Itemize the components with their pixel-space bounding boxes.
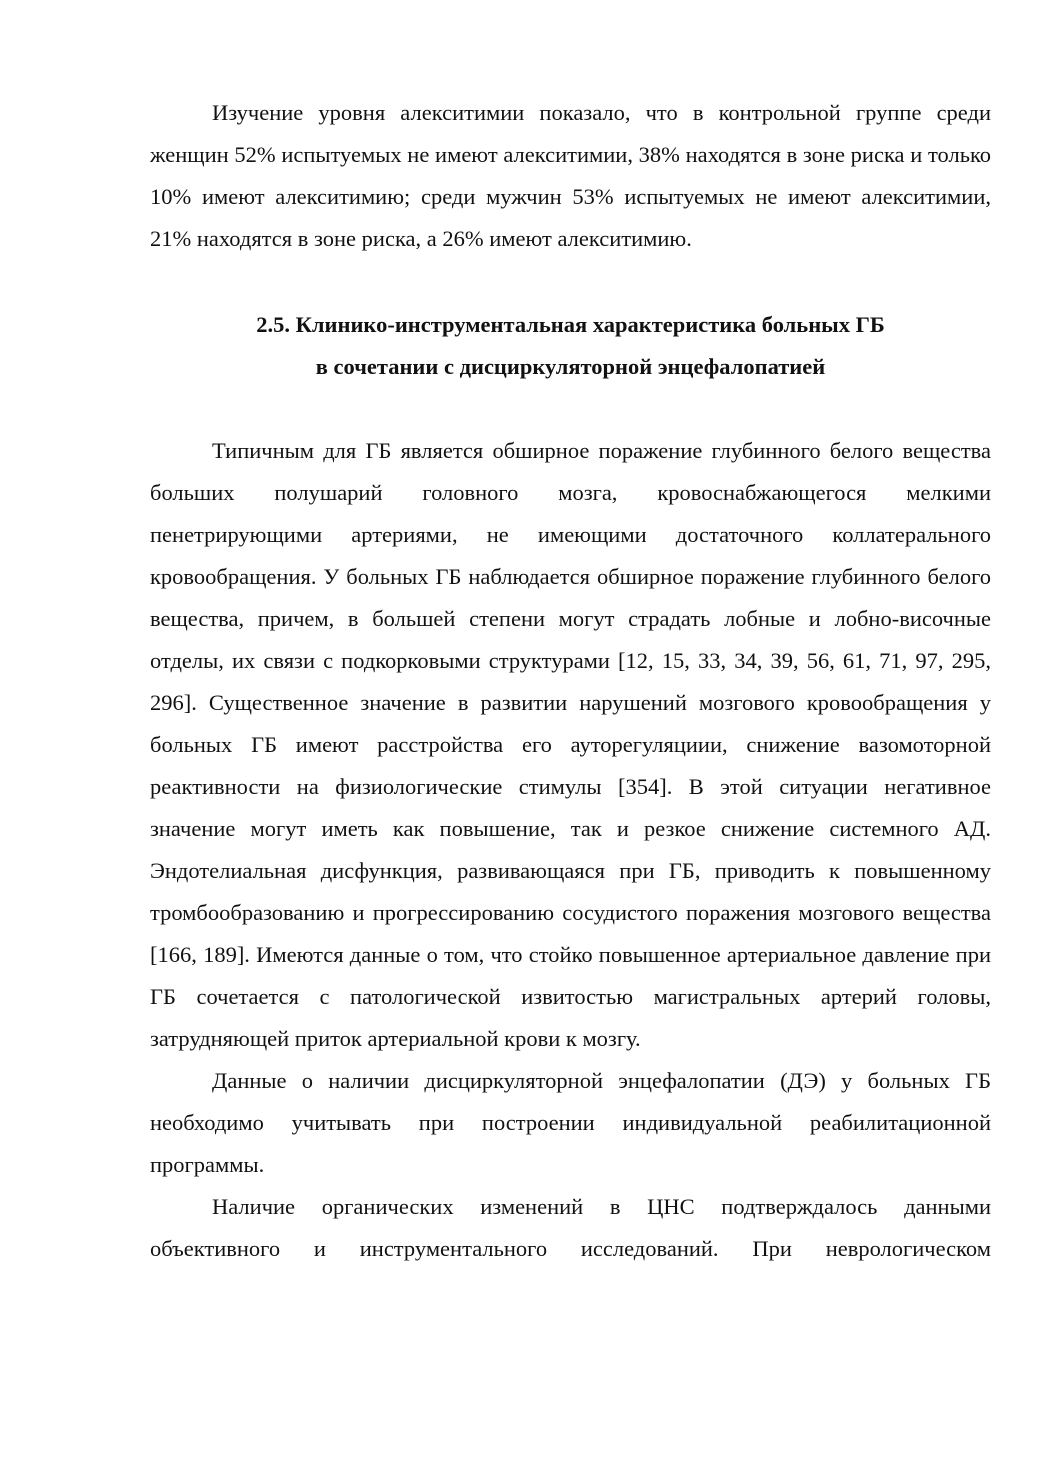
section-heading-line-2: в сочетании с дисциркуляторной энцефалопатией (315, 354, 826, 379)
intro-paragraph: Изучение уровня алекситимии показало, что в контрольной группе среди женщин 52% испытуемых не имеют алекситимии, 38% находятся в зоне риска и только 10% имеют алекситимию; среди мужчин 53% испытуемых не имеют алекситимии, 21% находятся в зоне риска, а 26% имеют алекситимию. (150, 100, 991, 251)
body-paragraph-2: Данные о наличии дисциркуляторной энцефалопатии (ДЭ) у больных ГБ необходимо учитывать при построении индивидуальной реабилитационной программы. (150, 1068, 991, 1177)
document-page (150, 92, 991, 1270)
body-paragraph-1: Типичным для ГБ является обширное поражение глубинного белого вещества больших полушарий головного мозга, кровоснабжающегося мелкими пенетрирующими артериями, не имеющими достаточного коллатерального кровообращения. У больных ГБ наблюдается обширное поражение глубинного белого вещества, причем, в большей степени могут страдать лобные и лобно-височные отделы, их связи с подкорковыми структурами [12, 15, 33, 34, 39, 56, 61, 71, 97, 295, 296]. Существенное значение в развитии нарушений мозгового кровообращения у больных ГБ имеют расстройства его ауторегуляциии, снижение вазомоторной реактивности на физиологические стимулы [354]. В этой ситуации негативное значение могут иметь как повышение, так и резкое снижение системного АД. Эндотелиальная дисфункция, развивающаяся при ГБ, приводить к повышенному тромбообразованию и прогрессированию сосудистого поражения мозгового вещества [166, 189]. Имеются данные о том, что стойко повышенное артериальное давление при ГБ сочетается с патологической извитостью магистральных артерий головы, затрудняющей приток артериальной крови к мозгу. (150, 438, 991, 1051)
section-heading-line-1: 2.5. Клинико-инструментальная характеристика больных ГБ (256, 312, 885, 337)
body-paragraph-3: Наличие органических изменений в ЦНС подтверждалось данными объективного и инструментального исследований. При неврологическом (150, 1194, 991, 1261)
section-heading (150, 304, 991, 388)
